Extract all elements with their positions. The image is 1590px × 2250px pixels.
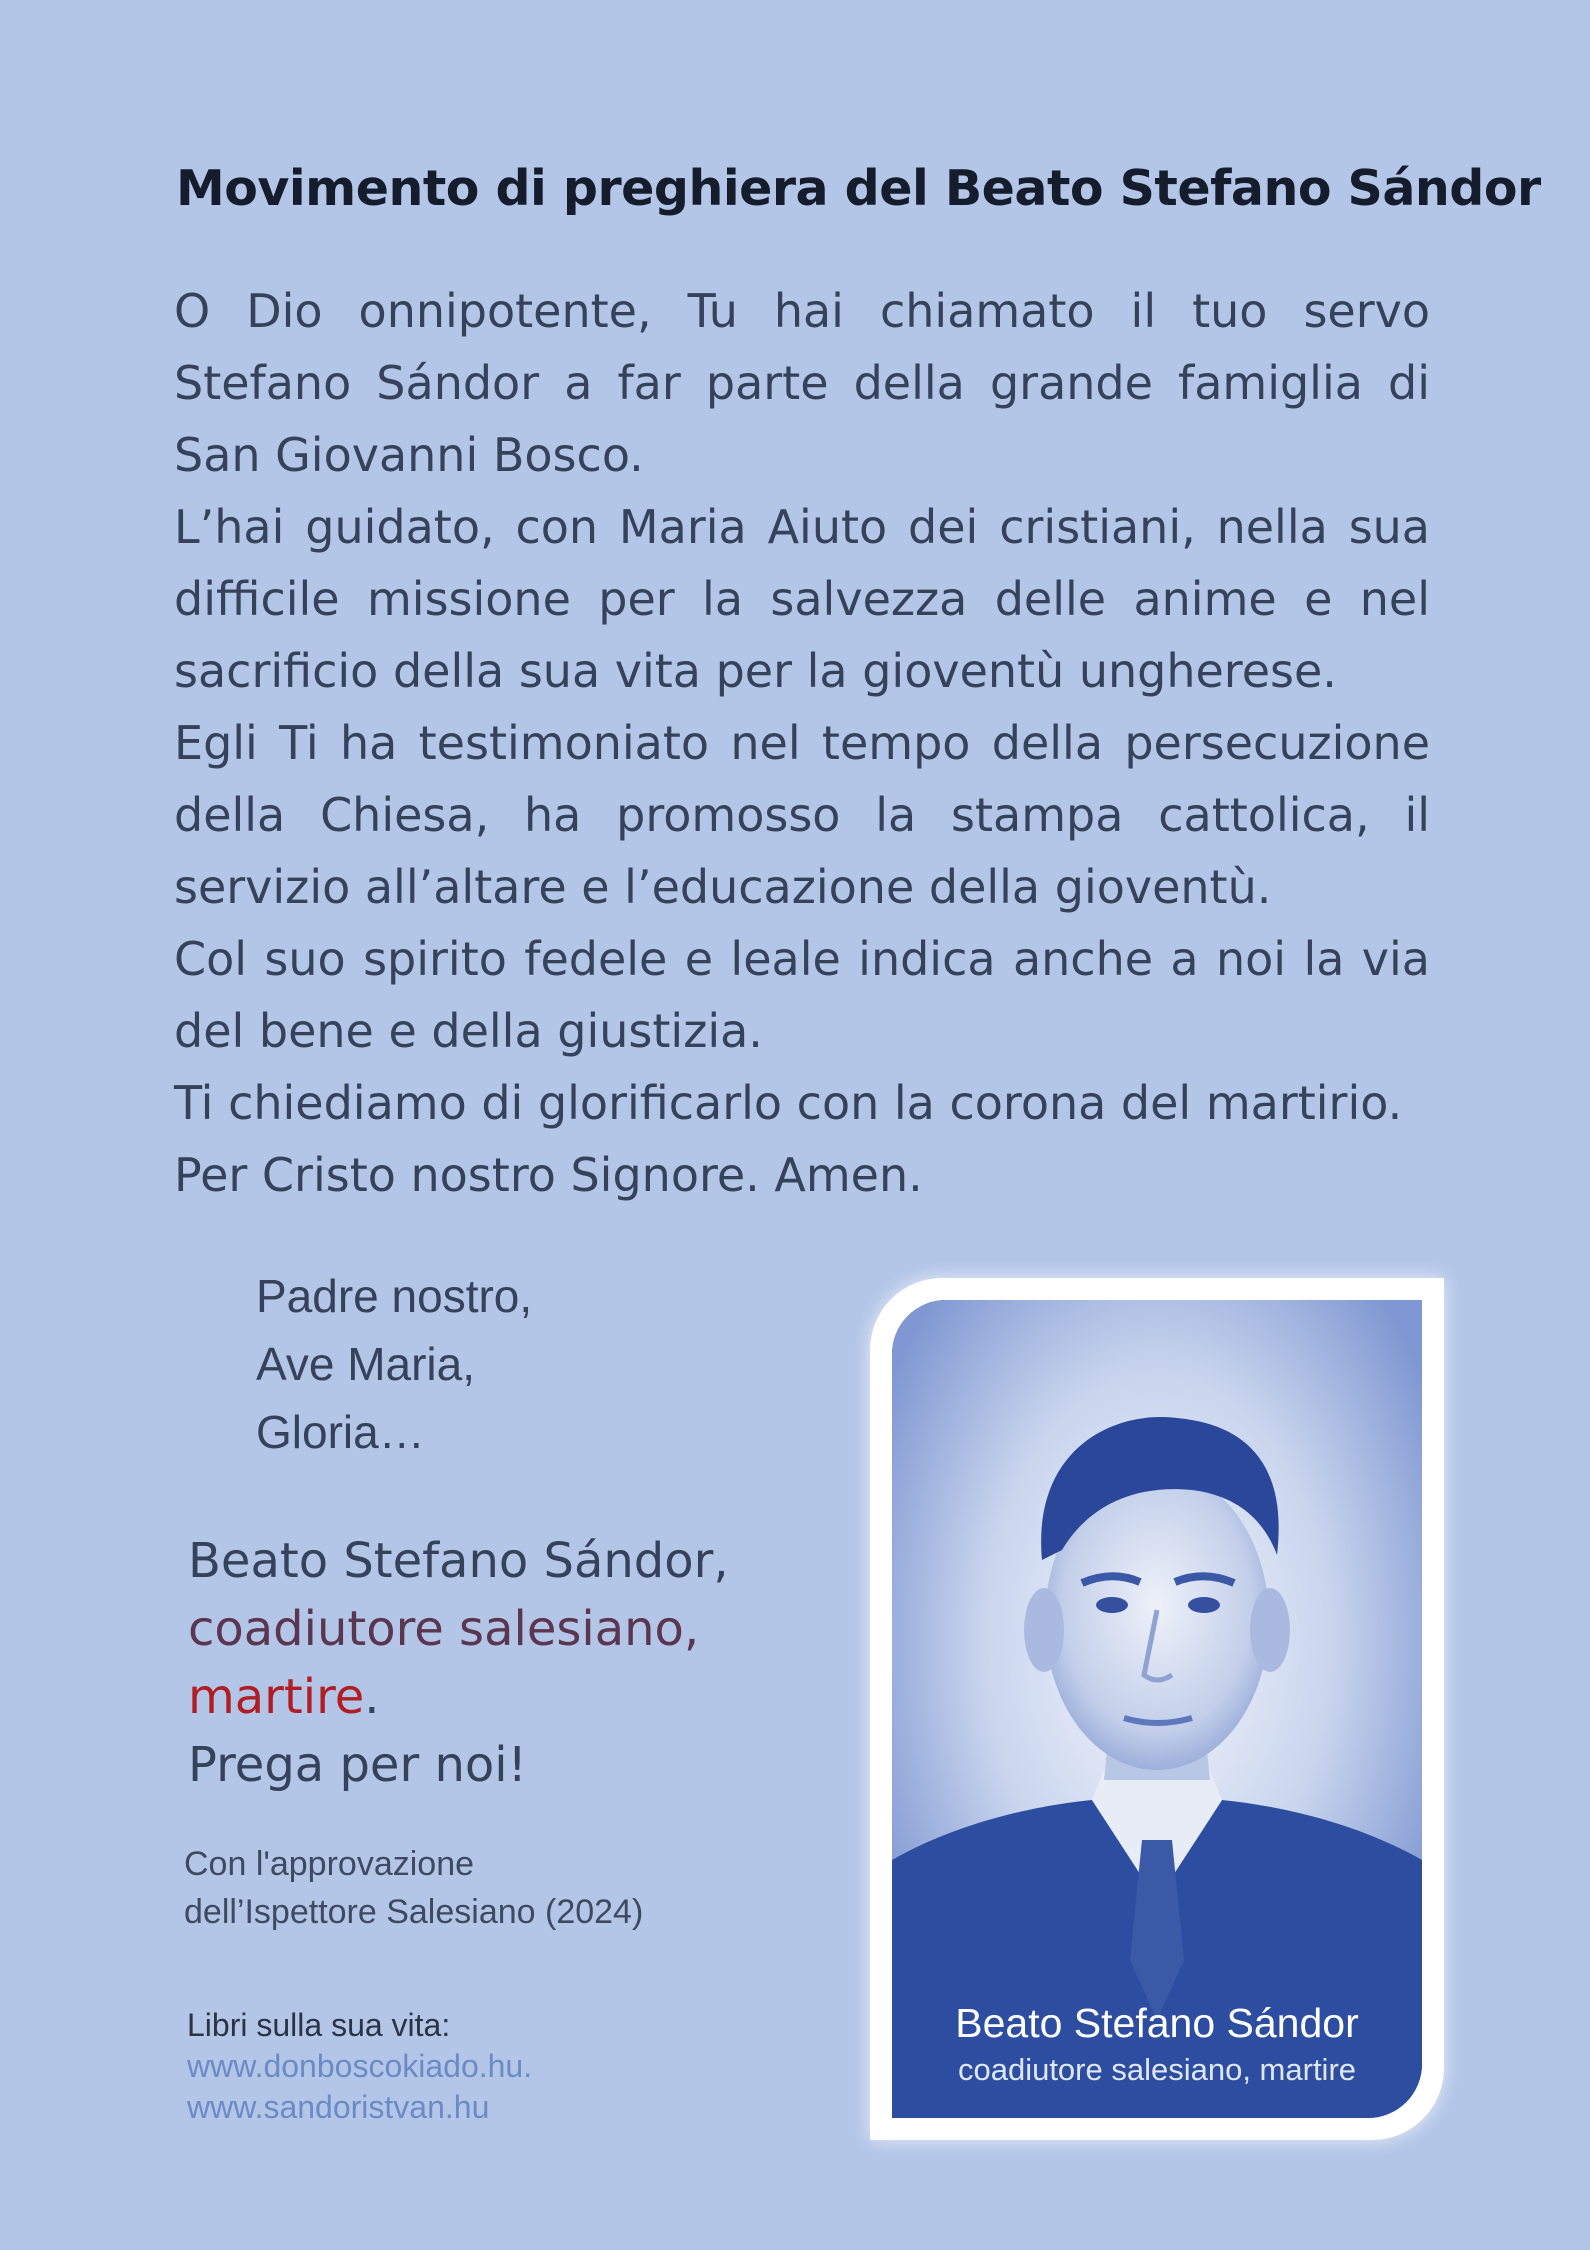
short-prayer-padre-nostro: Padre nostro, <box>256 1270 533 1322</box>
portrait-photo <box>892 1300 1422 2118</box>
invocation-request: Prega per noi! <box>188 1737 527 1793</box>
prayer-text <box>174 275 1430 1211</box>
portrait-image <box>892 1300 1422 2118</box>
approval-line-2: dell’Ispettore Salesiano (2024) <box>184 1893 644 1931</box>
approval-line-1: Con l'approvazione <box>184 1845 475 1883</box>
prayer-paragraph-4: Col suo spirito fedele e leale indica anche a noi la via del bene e della giustizia. <box>174 932 1430 1058</box>
right-ear <box>1250 1588 1290 1672</box>
invocation-martire: martire <box>188 1669 365 1725</box>
portrait-caption-name: Beato Stefano Sándor <box>955 2000 1359 2046</box>
prayer-paragraph-1: O Dio onnipotente, Tu hai chiamato il tuo servo Stefano Sándor a far parte della grande famiglia di San Giovanni Bosco. <box>174 284 1430 482</box>
prayer-paragraph-6: Per Cristo nostro Signore. Amen. <box>174 1148 923 1202</box>
invocation <box>188 1527 729 1799</box>
left-ear <box>1024 1588 1064 1672</box>
books-label: Libri sulla sua vita: <box>187 2007 451 2043</box>
invocation-role: coadiutore salesiano, <box>188 1601 700 1657</box>
short-prayer-ave-maria: Ave Maria, <box>256 1338 476 1390</box>
short-prayers <box>256 1262 532 1466</box>
books-link-sandoristvan[interactable]: www.sandoristvan.hu <box>187 2089 490 2125</box>
right-eye <box>1188 1597 1220 1613</box>
approval-note <box>184 1840 643 1936</box>
books-section <box>187 2005 532 2128</box>
page-title: Movimento di preghiera del Beato Stefano Sándor <box>176 160 1541 217</box>
short-prayer-gloria: Gloria… <box>256 1406 425 1458</box>
invocation-name: Beato Stefano Sándor, <box>188 1533 729 1589</box>
left-eye <box>1096 1597 1128 1613</box>
prayer-paragraph-2: L’hai guidato, con Maria Aiuto dei cristiani, nella sua difficile missione per la salvezza delle anime e nel sacrificio della sua vita per la gioventù ungherese. <box>174 500 1430 698</box>
prayer-paragraph-5: Ti chiediamo di glorificarlo con la corona del martirio. <box>174 1076 1403 1130</box>
portrait-caption-role: coadiutore salesiano, martire <box>957 2052 1357 2087</box>
invocation-martire-punct: . <box>364 1669 380 1725</box>
invocation-martyr-line <box>188 1663 729 1731</box>
prayer-paragraph-3: Egli Ti ha testimoniato nel tempo della persecuzione della Chiesa, ha promosso la stampa cattolica, il servizio all’altare e l’educazione della gioventù. <box>174 716 1430 914</box>
portrait-card <box>870 1278 1444 2140</box>
books-link-donboscokiado[interactable]: www.donboscokiado.hu. <box>187 2048 533 2084</box>
